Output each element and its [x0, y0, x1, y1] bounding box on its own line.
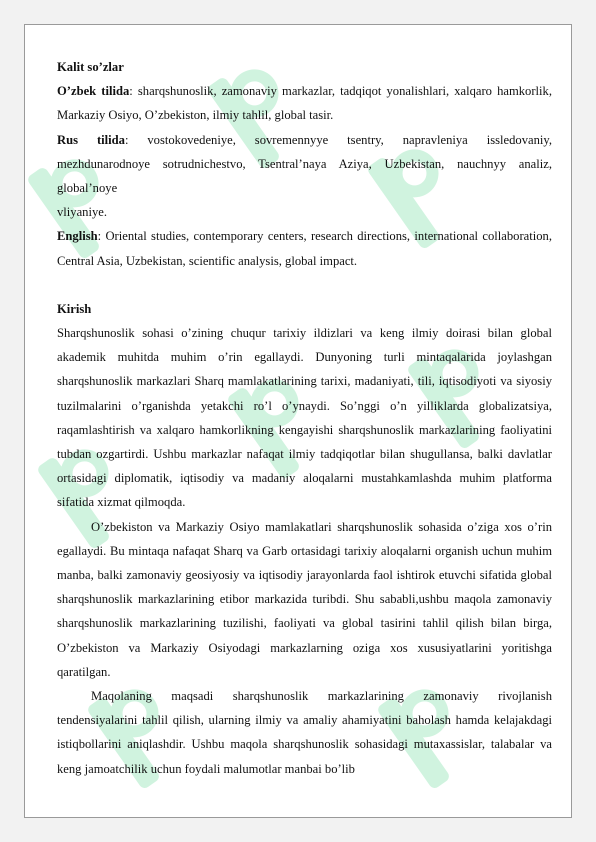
keywords-heading: Kalit so’zlar: [57, 60, 124, 74]
intro-paragraph: O’zbekiston va Markaziy Osiyo mamlakatlari sharqshunoslik sohasida o’ziga xos o’rin egallaydi. Bu mintaqa nafaqat Sharq va Garb ortasidagi tarixiy aloqalarni organish uchun muhim manba, balki zamonaviy geosiyosiy va iqtisodiy jarayonlarda faol ishtirok etuvchi sifatida global sharqshunoslik markazlarining etibor markazida turibdi. Shu sababli,ushbu maqola zamonaviy sharqshunoslik markazlarining tuzilishi, faoliyati va global tasirini tahlil qilish bilan birga, O’zbekiston va Markaziy Osiyodagi markazlarning oziga xos xususiyatlarini yoritishga qaratilgan.: [57, 519, 552, 679]
intro-paragraph: Maqolaning maqsadi sharqshunoslik markazlarining zamonaviy rivojlanish tendensiyalarini tahlil qilish, ularning ilmiy va amaliy ahamiyatini baholash hamda kelajakdagi istiqbollarini aniqlashdir. Ushbu maqola sharqshunoslik sohasidagi mutaxassislar, talabalar va keng jamoatchilik uchun foydali malumotlar manbai bo’lib: [57, 689, 552, 776]
keywords-english-text: : Oriental studies, contemporary centers, research directions, international collaboration, Central Asia, Uzbekistan, scientific analysis, global impact.: [57, 229, 552, 268]
keywords-uzbek-label: O’zbek tilida: [57, 84, 130, 99]
keywords-english-label: English: [57, 229, 98, 244]
keywords-uzbek-text: : sharqshunoslik, zamonaviy markazlar, tadqiqot yonalishlari, xalqaro hamkorlik, Markaziy Osiyo, O’zbekiston, ilmiy tahlil, global tasir.: [57, 84, 552, 123]
keywords-russian: [57, 128, 552, 201]
keywords-russian-continued: vliyaniye.: [57, 205, 108, 220]
page: [24, 24, 572, 818]
keywords-russian-label: Rus tilida: [57, 132, 125, 147]
intro-heading: Kirish: [57, 301, 92, 316]
spacer: [57, 273, 552, 297]
keywords-russian-text: : vostokovedeniye, sovremennyye tsentry, napravleniya issledovaniy, mezhdunarodnoye sotrudnichestvo, Tsentral’naya Aziya, Uzbekistan, nauchnyy analiz, global’noye: [57, 132, 553, 196]
keywords-uzbek: [57, 79, 552, 127]
intro-paragraph: Sharqshunoslik sohasi o’zining chuqur tarixiy ildizlari va keng ilmiy doirasi bilan global akademik muhitda muhim o’rin egallaydi. Dunyoning turli mintaqalarida joylashgan sharqshunoslik markazlari Sharq mamlakatlarining tarixi, madaniyati, tili, iqtisodiyoti va siyosiy tuzilmalarini o’rganishda yetakchi ro’l o’ynaydi. So’nggi o’n yilliklarda globalizatsiya, raqamlashtirish va xalqaro hamkorlikning kengayishi sharqshunoslik markazlarining faoliyatini tubdan ozgartirdi. Ushbu markazlar nafaqat ilmiy tadqiqotlar bilan shugullansa, balki davlatlar ortasidagi diplomatik, iqtisodiy va madaniy aloqalarni mustahkamlashda muhim platforma sifatida xizmat qilmoqda.: [57, 326, 552, 510]
keywords-english: [57, 224, 552, 272]
document-body: [57, 55, 552, 781]
